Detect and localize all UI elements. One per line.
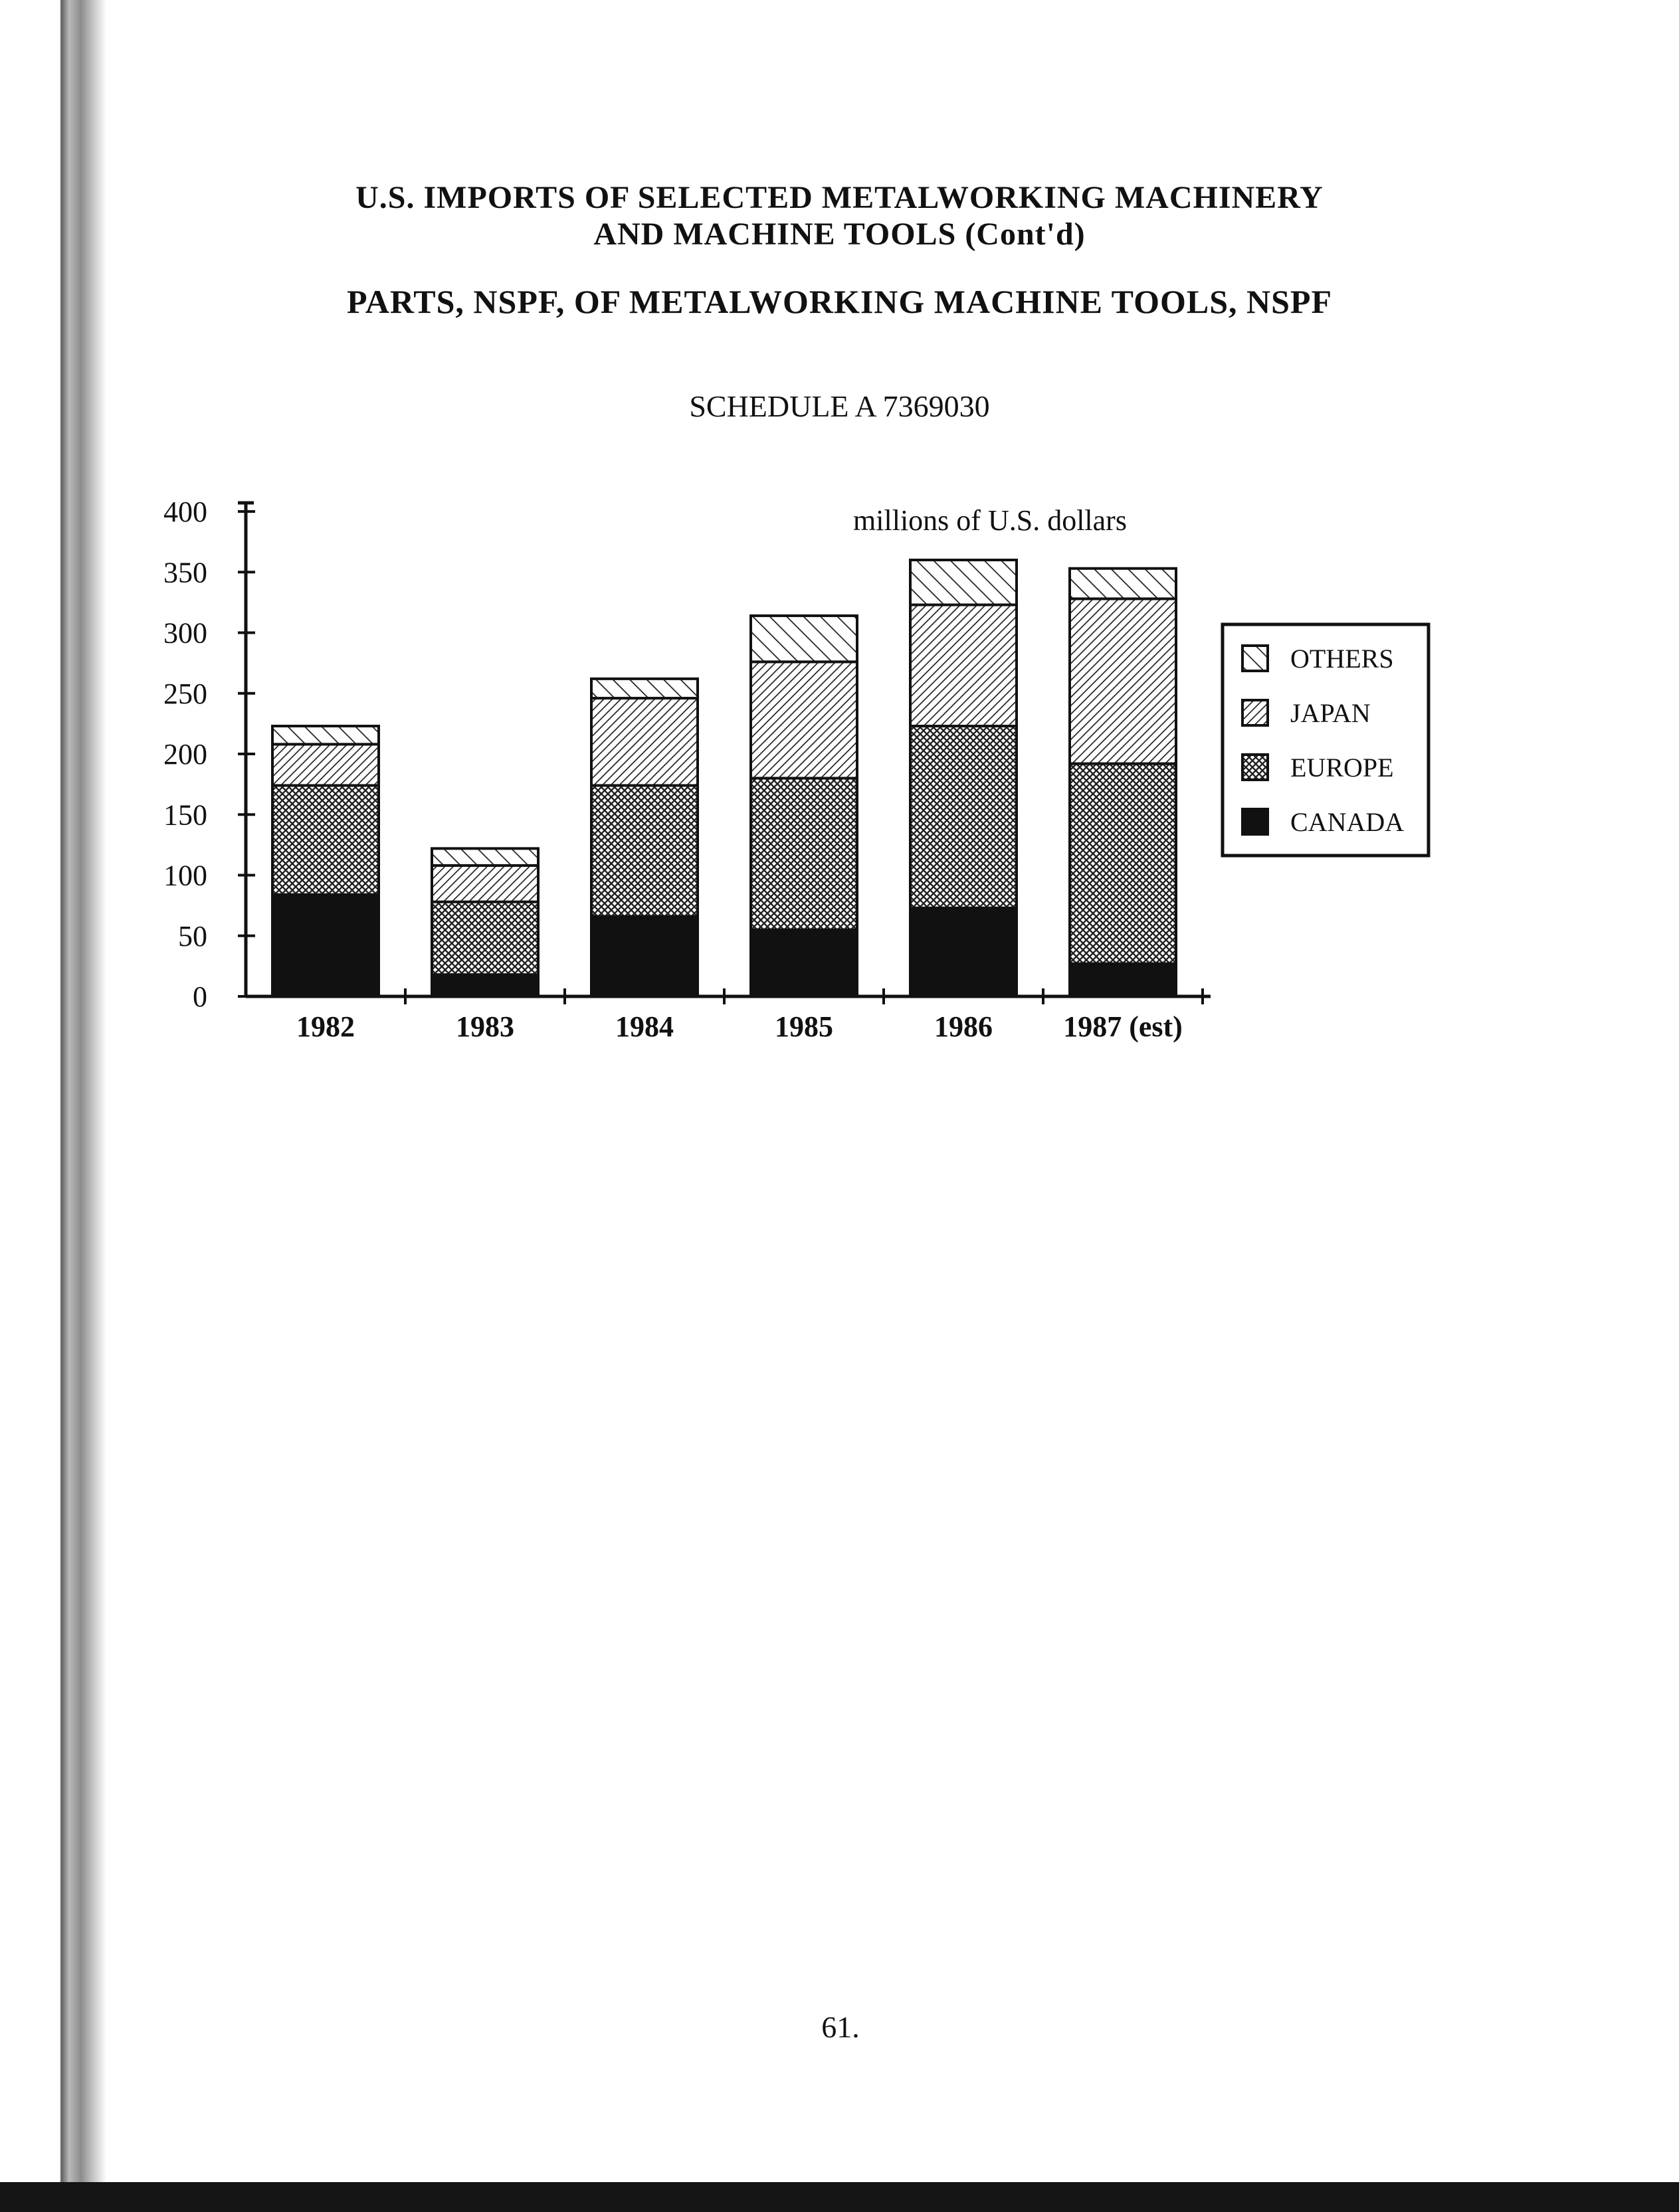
legend-swatch-canada: [1242, 809, 1268, 834]
legend-swatch-japan: [1242, 700, 1268, 725]
bar-segment-japan: [910, 605, 1017, 727]
bar-stack-1985: [751, 616, 857, 996]
bar-segment-europe: [432, 902, 538, 975]
page-number: 61.: [821, 2010, 860, 2044]
y-axis: [163, 496, 255, 1013]
x-tick-label-1982: 1982: [296, 1010, 355, 1043]
bar-segment-canada: [272, 895, 379, 996]
bar-segment-canada: [432, 974, 538, 996]
y-tick-label: 0: [193, 980, 207, 1013]
y-tick-label: 150: [163, 798, 207, 832]
bar-stack-1987-est: [1070, 569, 1176, 996]
chart-subtitle: PARTS, NSPF, OF METALWORKING MACHINE TOOLS, NSPF: [346, 283, 1333, 320]
y-tick-label: 350: [163, 556, 207, 589]
bar-segment-europe: [1070, 764, 1176, 964]
schedule-label: SCHEDULE A 7369030: [689, 389, 990, 423]
legend: [1223, 624, 1429, 856]
x-tick-label-1987-est: 1987 (est): [1063, 1010, 1183, 1043]
legend-label-europe: EUROPE: [1290, 753, 1394, 783]
page-title-line-2: AND MACHINE TOOLS (Cont'd): [593, 217, 1086, 252]
units-label: millions of U.S. dollars: [853, 504, 1127, 537]
legend-label-japan: JAPAN: [1290, 698, 1371, 728]
y-tick-label: 400: [163, 496, 207, 528]
y-tick-label: 300: [163, 616, 207, 650]
bar-segment-japan: [1070, 599, 1176, 763]
y-tick-label: 200: [163, 738, 207, 771]
y-tick-label: 100: [163, 859, 207, 892]
bar-stack-1982: [272, 726, 379, 996]
bar-segment-japan: [432, 866, 538, 902]
bar-segment-japan: [751, 662, 857, 778]
legend-swatch-europe: [1242, 755, 1268, 780]
x-tick-label-1983: 1983: [456, 1010, 514, 1043]
page-title-line-1: U.S. IMPORTS OF SELECTED METALWORKING MACHINERY: [355, 180, 1324, 215]
legend-label-canada: CANADA: [1290, 807, 1405, 837]
bar-segment-europe: [591, 785, 698, 916]
y-tick-label: 250: [163, 677, 207, 710]
legend-swatch-others: [1242, 646, 1268, 671]
legend-label-others: OTHERS: [1290, 644, 1394, 674]
bar-segment-europe: [751, 779, 857, 930]
bar-segment-japan: [272, 744, 379, 785]
bar-segment-canada: [910, 908, 1017, 996]
bar-segment-europe: [272, 785, 379, 894]
x-tick-label-1985: 1985: [775, 1010, 833, 1043]
x-tick-label-1986: 1986: [934, 1010, 993, 1043]
bar-segment-canada: [591, 917, 698, 996]
bar-stack-1984: [591, 679, 698, 996]
bar-segment-japan: [591, 698, 698, 785]
bar-segment-others: [1070, 569, 1176, 599]
y-axis-ticks: [163, 496, 255, 1013]
bar-segment-others: [432, 848, 538, 866]
bar-segment-canada: [1070, 964, 1176, 996]
stacked-bars: [272, 560, 1176, 996]
bar-segment-europe: [910, 726, 1017, 908]
bar-stack-1983: [432, 848, 538, 996]
bar-stack-1986: [910, 560, 1017, 996]
bar-segment-others: [272, 726, 379, 744]
bar-segment-canada: [751, 930, 857, 996]
x-axis: [246, 988, 1211, 1043]
y-tick-label: 50: [178, 919, 207, 953]
bar-segment-others: [910, 560, 1017, 605]
bar-segment-others: [591, 679, 698, 698]
bar-segment-others: [751, 616, 857, 662]
scanned-page-bottom-edge: [0, 2182, 1679, 2212]
x-tick-label-1984: 1984: [615, 1010, 674, 1043]
